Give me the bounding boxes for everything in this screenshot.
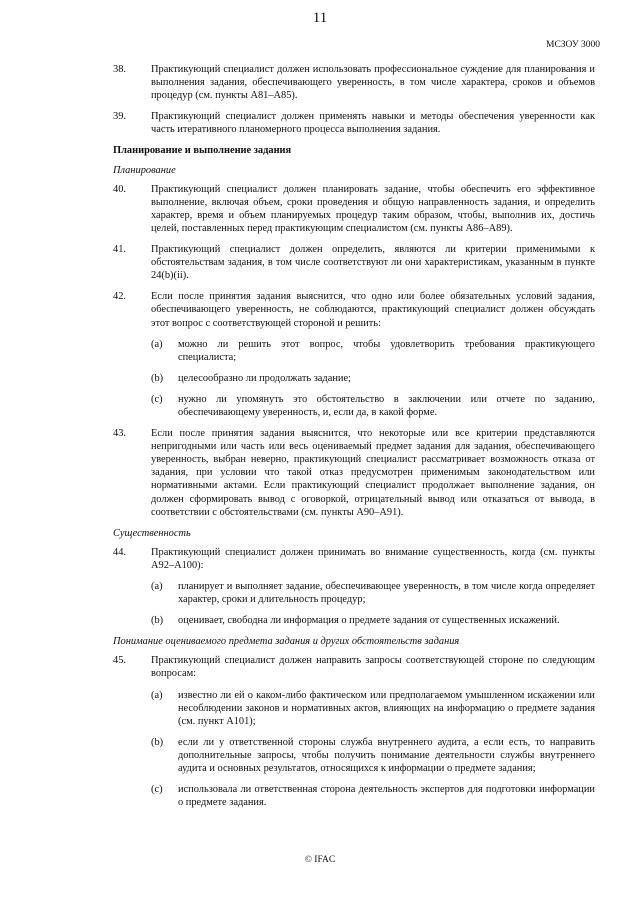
paragraph-text: Практикующий специалист должен направить запросы соответствующей стороне по следующим вопросам: — [151, 655, 595, 680]
subitem-label: (a) — [151, 581, 163, 592]
subitem-45a — [113, 689, 595, 728]
subitem-label: (b) — [151, 615, 164, 627]
subitem-text: оценивает, свободна ли информация о предмете задания от существенных искажений. — [178, 615, 560, 627]
paragraph-text: Если после принятия задания выяснится, что некоторые или все критерии представляются непригодными или часть или весь оцениваемый предмет задания для задания, обеспечивающего уверенность, выбран неверно, практикующий специалист рассматривает возможность отказа от задания, при условии что такой отказ предусмотрен применимым законодательством или нормативными актами. Если практикующий специалист продолжает выполнение задания, он должен сформировать вывод с оговоркой, отрицательный вывод или отказаться от вывода, в соответствии с обстоятельствами (см. пункты А90–А91). — [151, 428, 595, 518]
paragraph-number: 41. — [113, 244, 126, 256]
subitem-42c — [113, 393, 595, 419]
paragraph-44 — [113, 546, 595, 572]
paragraph-38 — [113, 63, 595, 102]
subitem-42a — [113, 338, 595, 364]
subitem-label: (a) — [151, 338, 163, 350]
paragraph-text: Практикующий специалист должен планировать задание, чтобы обеспечить его эффективное выполнение, включая объем, сроки проведения и общую направленность задания, и определить характер, время и объем планируемых процедур таким образом, чтобы, выполнив их, достичь целей, поставленных перед практикующим специалистом (см. пункты А86–А89). — [151, 183, 595, 234]
paragraph-41 — [113, 243, 595, 282]
subitem-45b — [113, 736, 595, 775]
paragraph-40 — [113, 183, 595, 235]
paragraph-text: Практикующий специалист должен применять навыки и методы обеспечения уверенности как часть итеративного планомерного процесса выполнения задания. — [151, 111, 595, 136]
paragraph-text: Если после принятия задания выяснится, что одно или более обязательных условий задания, обеспечивающего уверенность, не соблюдаются, практикующий специалист должен обсуждать этот вопрос с соответствующей стороной и решить: — [151, 291, 595, 329]
subitem-44a — [113, 580, 595, 606]
paragraph-43 — [113, 427, 595, 519]
subitem-42b — [113, 372, 595, 385]
subsection-heading-understanding: Понимание оцениваемого предмета задания и других обстоятельств задания — [113, 636, 460, 648]
document-code: МСЗОУ 3000 — [546, 40, 600, 50]
document-body — [113, 63, 595, 817]
subitem-text: нужно ли упомянуть это обстоятельство в заключении или отчете по заданию, обеспечивающему уверенность, и, если да, в какой форме. — [178, 393, 595, 418]
subitem-45c — [113, 783, 595, 809]
paragraph-number: 40. — [113, 183, 126, 195]
subitem-label: (a) — [151, 689, 163, 701]
footer-copyright: © IFAC — [304, 855, 336, 865]
paragraph-number: 44. — [113, 546, 126, 558]
paragraph-number: 45. — [113, 655, 126, 667]
section-heading: Планирование и выполнение задания — [113, 145, 292, 157]
subitem-label: (b) — [151, 736, 164, 748]
paragraph-42 — [113, 290, 595, 329]
page-number: 11 — [312, 10, 328, 26]
paragraph-number: 38. — [113, 64, 126, 75]
subitem-label: (b) — [151, 372, 164, 384]
subitem-text: планирует и выполняет задание, обеспечивающее уверенность, в том числе когда определяет характер, сроки и длительность процедур; — [178, 581, 595, 606]
paragraph-text: Практикующий специалист должен использовать профессиональное суждение для планирования и выполнения задания, обеспечивающего уверенность, в том числе характера, сроков и объемов процедур (см. пункты А81–А85). — [151, 64, 595, 102]
subitem-label: (c) — [151, 393, 163, 405]
paragraph-number: 39. — [113, 111, 126, 123]
subsection-heading-planning: Планирование — [113, 164, 176, 176]
subitem-text: использовала ли ответственная сторона деятельность экспертов для подготовки информации о предмете задания. — [178, 784, 595, 809]
paragraph-text: Практикующий специалист должен определить, являются ли критерии применимыми к обстоятельствам задания, в том числе соответствуют ли они характеристикам, указанным в пункте 24(b)(ii). — [151, 244, 595, 282]
paragraph-number: 43. — [113, 428, 126, 440]
paragraph-text: Практикующий специалист должен принимать во внимание существенность, когда (см. пункты А92–А100): — [151, 546, 595, 571]
paragraph-number: 42. — [113, 291, 126, 303]
subitem-label: (c) — [151, 784, 163, 796]
subitem-text: если ли у ответственной стороны служба внутреннего аудита, а если есть, то направить дополнительные запросы, чтобы получить понимание деятельности службы внутреннего аудита и основных результатов, относящихся к информации о предмете задания; — [178, 736, 595, 775]
subitem-44b — [113, 614, 595, 627]
paragraph-39 — [113, 110, 595, 136]
subitem-text: целесообразно ли продолжать задание; — [178, 372, 351, 384]
subitem-text: можно ли решить этот вопрос, чтобы удовлетворить требования практикующего специалиста; — [178, 338, 595, 363]
subitem-text: известно ли ей о каком-либо фактическом или предполагаемом умышленном искажении или несоблюдении законов и нормативных актов, влияющих на информацию о предмете задания (см. пункт А101); — [178, 689, 595, 727]
paragraph-45 — [113, 654, 595, 680]
subsection-heading-materiality: Существенность — [113, 527, 191, 539]
